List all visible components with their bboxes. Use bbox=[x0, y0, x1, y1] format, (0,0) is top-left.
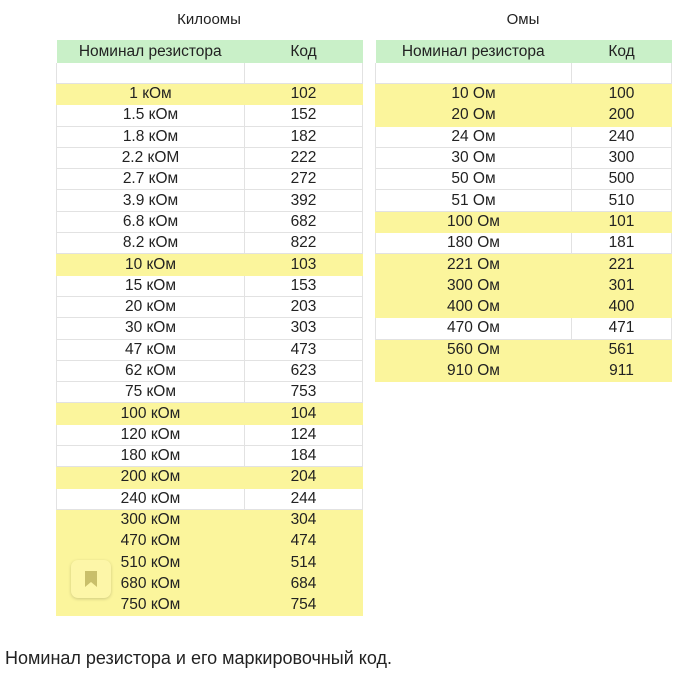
kilo-cell-nominal bbox=[57, 63, 245, 84]
ohm-cell-nominal: 560 Ом bbox=[376, 339, 572, 360]
bookmark-icon bbox=[84, 570, 98, 588]
kilo-cell-nominal: 10 кОм bbox=[57, 254, 245, 275]
ohm-header-nominal: Номинал резистора bbox=[376, 40, 572, 63]
kilo-table-row bbox=[57, 190, 363, 211]
kilo-cell-nominal: 200 кОм bbox=[57, 467, 245, 488]
ohm-cell-code: 400 bbox=[572, 296, 672, 317]
kilo-table-body bbox=[57, 63, 363, 616]
ohm-cell-nominal bbox=[376, 63, 572, 84]
kilo-table-row bbox=[57, 254, 363, 275]
kilo-cell-nominal: 62 кОм bbox=[57, 360, 245, 381]
kilo-cell-nominal: 470 кОм bbox=[57, 531, 245, 552]
kilo-table-row bbox=[57, 424, 363, 445]
kilo-table-row bbox=[57, 509, 363, 530]
kilo-table-row bbox=[57, 382, 363, 403]
kilo-cell-nominal: 1.5 кОм bbox=[57, 105, 245, 126]
kilo-cell-nominal: 20 кОм bbox=[57, 296, 245, 317]
kilo-table-row bbox=[57, 169, 363, 190]
kilo-header-code: Код bbox=[245, 40, 363, 63]
ohm-table-body bbox=[376, 63, 672, 382]
ohm-cell-code: 221 bbox=[572, 254, 672, 275]
kilo-table bbox=[56, 40, 363, 616]
ohm-table-header bbox=[376, 40, 672, 63]
ohm-cell-nominal: 470 Ом bbox=[376, 318, 572, 339]
kilo-cell-code: 754 bbox=[245, 595, 363, 616]
kilo-table-row bbox=[57, 63, 363, 84]
ohm-cell-code: 911 bbox=[572, 360, 672, 381]
ohm-cell-code: 240 bbox=[572, 126, 672, 147]
ohm-header-code: Код bbox=[572, 40, 672, 63]
kilo-cell-code: 753 bbox=[245, 382, 363, 403]
bookmark-button[interactable] bbox=[71, 560, 111, 598]
ohm-cell-code: 500 bbox=[572, 169, 672, 190]
kilo-cell-code: 304 bbox=[245, 509, 363, 530]
kilo-table-row bbox=[57, 105, 363, 126]
kilo-cell-code bbox=[245, 63, 363, 84]
kilo-cell-nominal: 680 кОм bbox=[57, 573, 245, 594]
ohm-cell-nominal: 910 Ом bbox=[376, 360, 572, 381]
kilo-cell-code: 184 bbox=[245, 446, 363, 467]
ohm-table-row bbox=[376, 211, 672, 232]
kilo-table-row bbox=[57, 84, 363, 105]
ohm-section-title: Омы bbox=[506, 11, 540, 28]
kilo-table-row bbox=[57, 467, 363, 488]
kilo-cell-code: 822 bbox=[245, 233, 363, 254]
ohm-table-row bbox=[376, 339, 672, 360]
ohm-cell-nominal: 30 Ом bbox=[376, 147, 572, 168]
kilo-cell-code: 623 bbox=[245, 360, 363, 381]
kilo-table-row bbox=[57, 296, 363, 317]
kilo-cell-code: 474 bbox=[245, 531, 363, 552]
ohm-cell-code: 510 bbox=[572, 190, 672, 211]
kilo-cell-nominal: 1.8 кОм bbox=[57, 126, 245, 147]
ohm-table-row bbox=[376, 275, 672, 296]
kilo-table-row bbox=[57, 360, 363, 381]
kilo-cell-code: 684 bbox=[245, 573, 363, 594]
image-caption: Номинал резистора и его маркировочный код. bbox=[5, 648, 392, 668]
kilo-cell-nominal: 180 кОм bbox=[57, 446, 245, 467]
ohm-table-row bbox=[376, 254, 672, 275]
kilo-cell-code: 272 bbox=[245, 169, 363, 190]
kilo-table-row bbox=[57, 318, 363, 339]
ohm-cell-code: 471 bbox=[572, 318, 672, 339]
ohm-cell-code bbox=[572, 63, 672, 84]
kilo-cell-nominal: 6.8 кОм bbox=[57, 211, 245, 232]
kilo-cell-code: 682 bbox=[245, 211, 363, 232]
kilo-table-row bbox=[57, 339, 363, 360]
ohm-table-row bbox=[376, 147, 672, 168]
ohm-cell-nominal: 10 Ом bbox=[376, 84, 572, 105]
ohm-table-row bbox=[376, 296, 672, 317]
ohm-table-row bbox=[376, 360, 672, 381]
ohm-cell-nominal: 100 Ом bbox=[376, 211, 572, 232]
kilo-header-nominal: Номинал резистора bbox=[57, 40, 245, 63]
kilo-cell-nominal: 240 кОм bbox=[57, 488, 245, 509]
kilo-cell-code: 392 bbox=[245, 190, 363, 211]
kilo-cell-code: 103 bbox=[245, 254, 363, 275]
ohm-cell-code: 100 bbox=[572, 84, 672, 105]
kilo-cell-code: 152 bbox=[245, 105, 363, 126]
kilo-cell-nominal: 300 кОм bbox=[57, 509, 245, 530]
kilo-table-header bbox=[57, 40, 363, 63]
kilo-cell-code: 182 bbox=[245, 126, 363, 147]
ohm-cell-nominal: 300 Ом bbox=[376, 275, 572, 296]
ohm-table-row bbox=[376, 126, 672, 147]
kilo-table-row bbox=[57, 275, 363, 296]
ohm-table-row bbox=[376, 169, 672, 190]
ohm-table-row bbox=[376, 190, 672, 211]
ohm-cell-nominal: 24 Ом bbox=[376, 126, 572, 147]
kilo-cell-nominal: 510 кОм bbox=[57, 552, 245, 573]
kilo-cell-code: 102 bbox=[245, 84, 363, 105]
kilo-cell-nominal: 75 кОм bbox=[57, 382, 245, 403]
kilo-cell-code: 244 bbox=[245, 488, 363, 509]
kilo-cell-code: 203 bbox=[245, 296, 363, 317]
kilo-cell-code: 104 bbox=[245, 403, 363, 424]
kilo-cell-nominal: 30 кОм bbox=[57, 318, 245, 339]
ohm-table-row bbox=[376, 318, 672, 339]
kilo-table-row bbox=[57, 488, 363, 509]
ohm-cell-nominal: 221 Ом bbox=[376, 254, 572, 275]
ohm-cell-nominal: 50 Ом bbox=[376, 169, 572, 190]
ohm-cell-nominal: 20 Ом bbox=[376, 105, 572, 126]
ohm-cell-code: 561 bbox=[572, 339, 672, 360]
kilo-cell-nominal: 47 кОм bbox=[57, 339, 245, 360]
ohm-cell-code: 200 bbox=[572, 105, 672, 126]
kilo-table-row bbox=[57, 126, 363, 147]
kilo-table-row bbox=[57, 211, 363, 232]
kilo-cell-code: 204 bbox=[245, 467, 363, 488]
kilo-cell-nominal: 2.2 кОМ bbox=[57, 147, 245, 168]
kilo-cell-code: 514 bbox=[245, 552, 363, 573]
ohm-cell-code: 300 bbox=[572, 147, 672, 168]
ohm-cell-nominal: 180 Ом bbox=[376, 233, 572, 254]
kilo-cell-code: 473 bbox=[245, 339, 363, 360]
kilo-table-row bbox=[57, 531, 363, 552]
kilo-cell-nominal: 15 кОм bbox=[57, 275, 245, 296]
kilo-cell-code: 222 bbox=[245, 147, 363, 168]
ohm-cell-code: 181 bbox=[572, 233, 672, 254]
ohm-table-row bbox=[376, 233, 672, 254]
kilo-cell-nominal: 750 кОм bbox=[57, 595, 245, 616]
ohm-cell-code: 101 bbox=[572, 211, 672, 232]
ohm-table-row bbox=[376, 84, 672, 105]
kilo-cell-nominal: 100 кОм bbox=[57, 403, 245, 424]
kilo-table-row bbox=[57, 147, 363, 168]
kilo-cell-nominal: 8.2 кОм bbox=[57, 233, 245, 254]
kilo-cell-nominal: 3.9 кОм bbox=[57, 190, 245, 211]
ohm-table-row bbox=[376, 105, 672, 126]
kilo-cell-code: 124 bbox=[245, 424, 363, 445]
ohm-cell-nominal: 51 Ом bbox=[376, 190, 572, 211]
ohm-cell-nominal: 400 Ом bbox=[376, 296, 572, 317]
ohm-cell-code: 301 bbox=[572, 275, 672, 296]
kilo-table-row bbox=[57, 403, 363, 424]
kilo-cell-nominal: 1 кОм bbox=[57, 84, 245, 105]
kilo-section-title: Килоомы bbox=[177, 11, 241, 28]
kilo-cell-nominal: 2.7 кОм bbox=[57, 169, 245, 190]
kilo-cell-code: 303 bbox=[245, 318, 363, 339]
kilo-cell-nominal: 120 кОм bbox=[57, 424, 245, 445]
kilo-cell-code: 153 bbox=[245, 275, 363, 296]
kilo-table-row bbox=[57, 446, 363, 467]
ohm-table bbox=[375, 40, 672, 382]
kilo-table-row bbox=[57, 233, 363, 254]
ohm-table-row bbox=[376, 63, 672, 84]
